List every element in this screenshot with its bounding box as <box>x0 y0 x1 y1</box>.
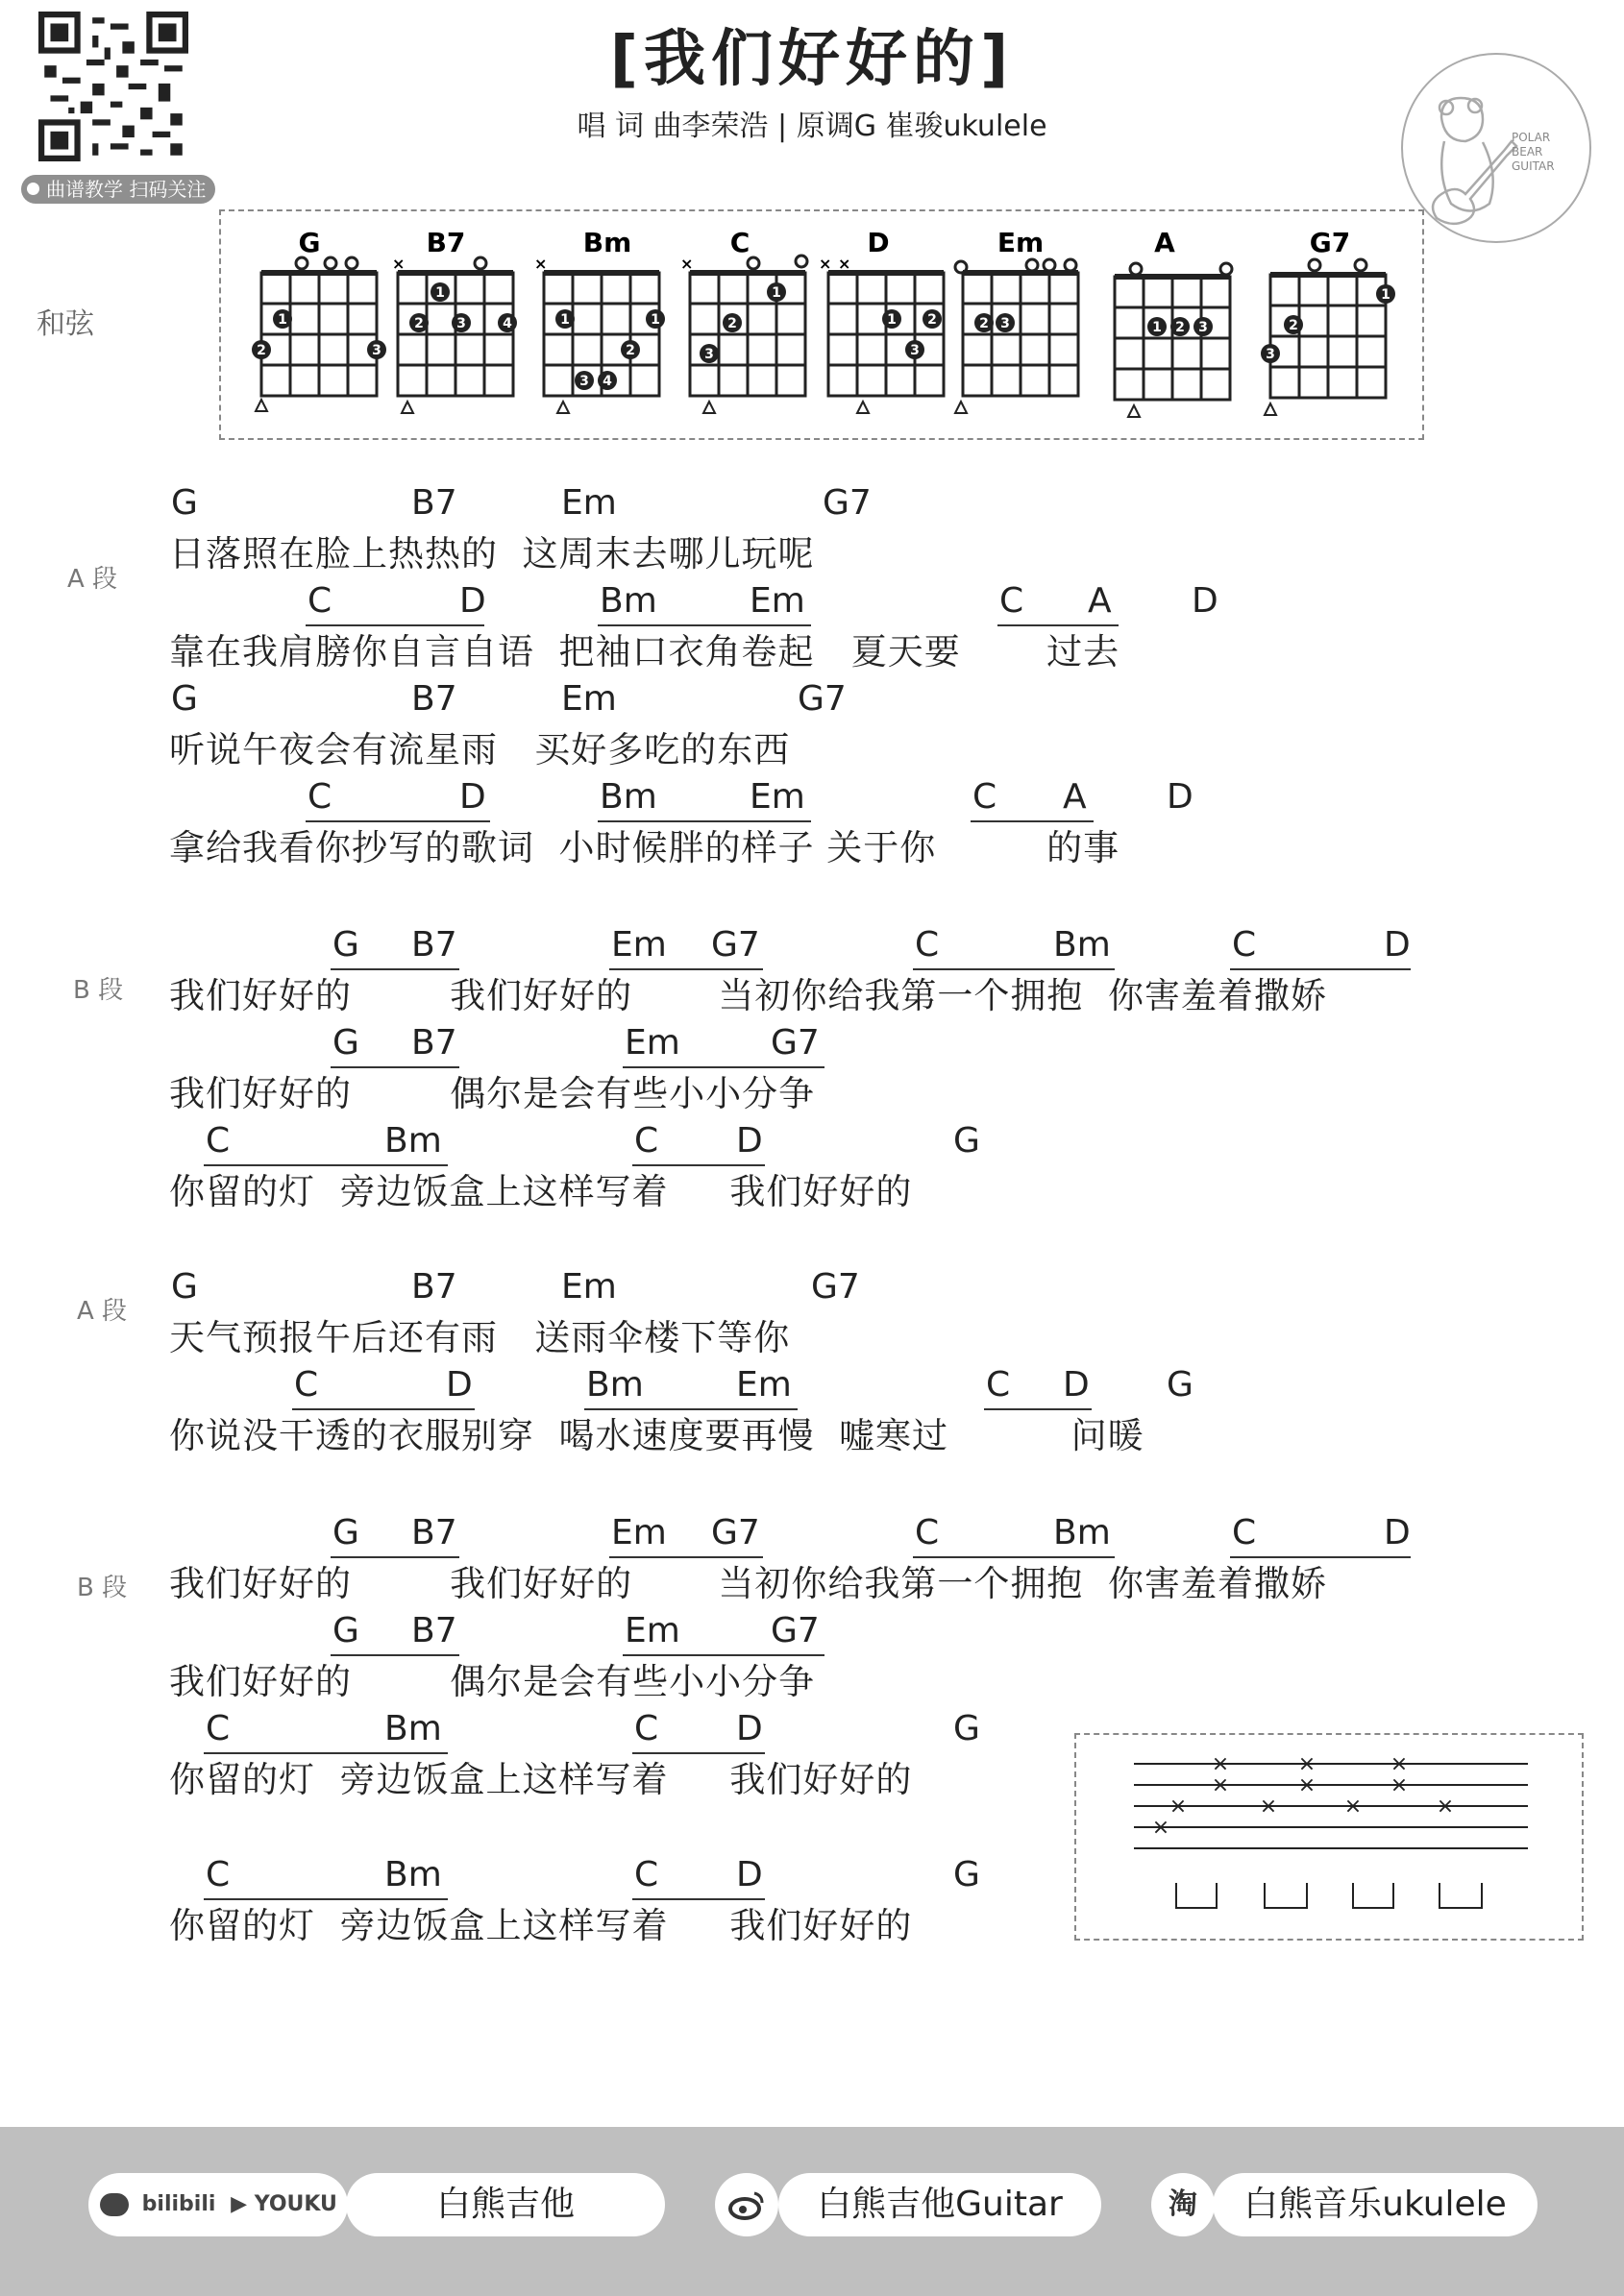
song-credits: 唱 词 曲李荣浩 | 原调G 崔骏ukulele <box>577 110 1047 143</box>
chord-label: B7 <box>411 925 457 965</box>
chord-label: D <box>1384 1513 1411 1552</box>
svg-text:3: 3 <box>910 343 920 358</box>
lyric-line: 我们好好的 偶尔是会有些小小分争 <box>169 1661 816 1702</box>
svg-text:2: 2 <box>626 343 635 358</box>
svg-text:×: × <box>1390 1752 1409 1776</box>
chord-label: Em <box>750 581 805 621</box>
chord-label: D <box>1384 925 1411 965</box>
chord-label: G <box>332 1611 359 1650</box>
chord-label: G7 <box>711 1513 760 1552</box>
chord-label: C <box>206 1709 231 1748</box>
chord-label: D <box>736 1855 763 1894</box>
song-title: [我们好好的] <box>609 24 1015 95</box>
chord-label: D <box>459 777 486 817</box>
section-label-b1: B 段 <box>73 976 124 1005</box>
chord-label: A <box>1063 777 1087 817</box>
chord-name-a: A <box>1154 227 1175 258</box>
chord-row <box>0 1364 1624 1412</box>
chord-label: C <box>1232 925 1257 965</box>
strum-pattern-tab <box>1076 1735 1582 1939</box>
svg-text:1: 1 <box>772 285 781 301</box>
chord-diagram-b7 <box>384 227 529 419</box>
chord-diagram-d <box>815 227 959 419</box>
section-label-a1: A 段 <box>67 565 118 594</box>
chord-name-g: G <box>298 227 321 258</box>
chord-underline <box>204 1898 448 1900</box>
video-platforms-badge[interactable] <box>88 2173 348 2236</box>
chord-label: G <box>332 925 359 965</box>
youku-text: YOUKU <box>254 2192 337 2216</box>
svg-text:×: × <box>1297 1773 1316 1797</box>
logo-text-2: BEAR <box>1512 145 1543 159</box>
chord-label: Bm <box>1053 1513 1111 1552</box>
chord-label: C <box>634 1121 659 1160</box>
chord-label: G <box>332 1513 359 1552</box>
chord-row <box>0 1610 1624 1658</box>
logo-text-1: POLAR <box>1512 131 1551 144</box>
polar-bear-guitar-logo <box>1398 50 1595 247</box>
chord-label: Em <box>561 1267 617 1307</box>
qr-caption: 曲谱教学 扫码关注 <box>21 175 215 204</box>
chord-underline <box>632 1898 765 1900</box>
chord-label: G7 <box>811 1267 860 1307</box>
svg-text:1: 1 <box>435 285 445 301</box>
chord-label: G <box>953 1855 980 1894</box>
youku-play-icon: ▶ <box>231 2192 248 2216</box>
chord-row <box>0 1022 1624 1070</box>
chord-label: Em <box>611 925 667 965</box>
chord-label: G <box>953 1709 980 1748</box>
chord-label: Bm <box>600 777 657 817</box>
svg-text:×: × <box>1151 1816 1170 1840</box>
chord-label: G <box>171 483 198 523</box>
chord-label: D <box>446 1365 473 1404</box>
svg-text:×: × <box>680 255 694 273</box>
svg-text:×: × <box>1297 1752 1316 1776</box>
chord-label: Bm <box>384 1121 442 1160</box>
chord-underline <box>331 1066 459 1068</box>
chord-underline <box>598 820 811 822</box>
lyric-line: 我们好好的 我们好好的 当初你给我第一个拥抱 你害羞着撒娇 <box>169 1563 1327 1604</box>
chord-label: B7 <box>411 1611 457 1650</box>
chord-underline <box>913 968 1115 970</box>
chord-label: G7 <box>771 1611 820 1650</box>
lyric-line: 靠在我肩膀你自言自语 把袖口衣角卷起 夏天要 过去 <box>169 631 1120 672</box>
chord-label: C <box>308 777 332 817</box>
svg-text:3: 3 <box>1266 347 1275 362</box>
svg-text:×: × <box>1259 1795 1278 1819</box>
chord-row <box>0 678 1624 726</box>
chord-label: D <box>736 1121 763 1160</box>
chord-diagram-c <box>677 227 821 419</box>
channel-weibo[interactable]: 白熊吉他Guitar <box>778 2173 1101 2236</box>
chord-name-c: C <box>729 227 750 258</box>
svg-text:1: 1 <box>651 312 660 328</box>
chord-label: G7 <box>798 679 847 719</box>
chord-row <box>0 1512 1624 1560</box>
bilibili-text: bilibili <box>141 2192 216 2216</box>
chord-label: Em <box>750 777 805 817</box>
chord-label: D <box>1192 581 1218 621</box>
chord-name-g7: G7 <box>1309 227 1351 258</box>
svg-text:2: 2 <box>927 312 937 328</box>
chord-underline <box>292 1408 475 1410</box>
chord-underline <box>331 968 459 970</box>
chord-label: G <box>1167 1365 1193 1404</box>
svg-text:×: × <box>1169 1795 1188 1819</box>
chord-diagram-a <box>1101 227 1245 419</box>
taobao-icon[interactable]: 淘 <box>1151 2173 1215 2236</box>
lyric-line: 你说没干透的衣服别穿 喝水速度要再慢 嘘寒过 问暖 <box>169 1415 1144 1456</box>
svg-text:4: 4 <box>503 316 512 331</box>
weibo-glyph <box>727 2189 766 2222</box>
chord-label: Em <box>625 1023 680 1063</box>
svg-text:1: 1 <box>278 312 287 328</box>
svg-text:×: × <box>1211 1773 1230 1797</box>
chord-label: D <box>736 1709 763 1748</box>
lyric-line: 你留的灯 旁边饭盒上这样写着 我们好好的 <box>169 1171 913 1212</box>
chord-underline <box>632 1164 765 1166</box>
chord-underline <box>609 968 763 970</box>
chord-underline <box>984 1408 1092 1410</box>
chord-label: G <box>332 1023 359 1063</box>
chord-label: C <box>999 581 1024 621</box>
channel-bilibili[interactable]: 白熊吉他 <box>346 2173 665 2236</box>
lyric-line: 听说午夜会有流星雨 买好多吃的东西 <box>169 729 791 770</box>
chord-label: Em <box>561 483 617 523</box>
chord-name-d: D <box>867 227 890 258</box>
svg-text:1: 1 <box>1381 287 1390 303</box>
chord-label: C <box>206 1855 231 1894</box>
chord-underline <box>632 1752 765 1754</box>
chord-label: G <box>953 1121 980 1160</box>
chord-label: Em <box>736 1365 792 1404</box>
svg-text:×: × <box>534 255 548 273</box>
chord-label: G7 <box>823 483 872 523</box>
chord-underline <box>306 820 490 822</box>
chord-underline <box>1230 968 1411 970</box>
chord-row <box>0 482 1624 530</box>
chord-label: G7 <box>711 925 760 965</box>
chord-underline <box>1230 1556 1411 1558</box>
chord-label: C <box>1232 1513 1257 1552</box>
logo-text-3: GUITAR <box>1512 159 1555 173</box>
svg-text:2: 2 <box>1289 318 1298 333</box>
chord-label: C <box>915 925 940 965</box>
chord-diagram-em <box>949 227 1094 419</box>
chord-label: C <box>294 1365 319 1404</box>
chord-label: B7 <box>411 1023 457 1063</box>
chord-label: G <box>171 679 198 719</box>
svg-text:2: 2 <box>727 316 737 331</box>
chord-label: B7 <box>411 679 457 719</box>
chord-underline <box>609 1556 763 1558</box>
chord-diagram-g <box>248 227 392 419</box>
chord-label: G7 <box>771 1023 820 1063</box>
svg-text:×: × <box>1211 1752 1230 1776</box>
lyric-line: 我们好好的 我们好好的 当初你给我第一个拥抱 你害羞着撒娇 <box>169 975 1327 1016</box>
chord-label: Bm <box>600 581 657 621</box>
strum-pattern-box <box>1074 1733 1584 1941</box>
svg-text:3: 3 <box>579 374 589 389</box>
chord-underline <box>204 1752 448 1754</box>
chord-underline <box>971 820 1094 822</box>
svg-text:×: × <box>819 255 832 273</box>
svg-text:×: × <box>838 255 851 273</box>
chord-label: C <box>986 1365 1011 1404</box>
chord-underline <box>598 624 811 626</box>
chord-label: D <box>1167 777 1193 817</box>
svg-text:1: 1 <box>887 312 897 328</box>
chord-label: C <box>634 1855 659 1894</box>
chord-label: Em <box>611 1513 667 1552</box>
chords-label: 和弦 <box>37 307 94 341</box>
weibo-icon[interactable] <box>715 2173 778 2236</box>
lyric-line: 天气预报午后还有雨 送雨伞楼下等你 <box>169 1317 791 1358</box>
chord-diagram-g7 <box>1257 227 1401 419</box>
chord-underline <box>331 1556 459 1558</box>
chord-label: C <box>972 777 997 817</box>
chord-underline <box>623 1654 824 1656</box>
lyric-line: 日落照在脸上热热的 这周末去哪儿玩呢 <box>169 533 815 574</box>
chord-underline <box>584 1408 798 1410</box>
channel-taobao[interactable]: 白熊音乐ukulele <box>1213 2173 1538 2236</box>
chord-row <box>0 1266 1624 1314</box>
chord-label: C <box>915 1513 940 1552</box>
chord-underline <box>331 1654 459 1656</box>
chord-label: Bm <box>1053 925 1111 965</box>
chord-label: B7 <box>411 1513 457 1552</box>
svg-text:2: 2 <box>414 316 424 331</box>
chord-label: C <box>308 581 332 621</box>
svg-text:2: 2 <box>979 316 989 331</box>
chord-label: Bm <box>384 1855 442 1894</box>
svg-text:×: × <box>392 255 406 273</box>
svg-text:3: 3 <box>1000 316 1010 331</box>
svg-text:2: 2 <box>1175 320 1185 335</box>
svg-text:1: 1 <box>560 312 570 328</box>
svg-text:3: 3 <box>372 343 381 358</box>
section-label-b2: B 段 <box>77 1574 128 1602</box>
wechat-icon <box>100 2193 129 2216</box>
svg-text:1: 1 <box>1152 320 1162 335</box>
chord-label: Em <box>625 1611 680 1650</box>
svg-text:3: 3 <box>1198 320 1208 335</box>
chord-underline <box>913 1556 1115 1558</box>
chord-label: Em <box>561 679 617 719</box>
chord-label: D <box>1063 1365 1090 1404</box>
svg-text:×: × <box>1343 1795 1363 1819</box>
lyric-line: 拿给我看你抄写的歌词 小时候胖的样子 关于你 的事 <box>169 827 1120 868</box>
chord-label: Bm <box>384 1709 442 1748</box>
chord-label: B7 <box>411 1267 457 1307</box>
chord-underline <box>204 1164 448 1166</box>
chord-label: C <box>206 1121 231 1160</box>
chord-row <box>0 580 1624 628</box>
chord-label: A <box>1088 581 1112 621</box>
svg-text:2: 2 <box>257 343 266 358</box>
svg-text:×: × <box>1436 1795 1455 1819</box>
chord-row <box>0 924 1624 972</box>
chord-name-em: Em <box>997 227 1045 258</box>
chord-diagram-bm <box>530 227 675 419</box>
section-label-a2: A 段 <box>77 1297 128 1326</box>
svg-text:3: 3 <box>704 347 714 362</box>
chord-underline <box>623 1066 824 1068</box>
svg-text:3: 3 <box>456 316 466 331</box>
chord-label: B7 <box>411 483 457 523</box>
lyric-line: 你留的灯 旁边饭盒上这样写着 我们好好的 <box>169 1905 913 1946</box>
chord-label: C <box>634 1709 659 1748</box>
chord-underline <box>306 624 484 626</box>
chord-row <box>0 1120 1624 1168</box>
lyric-line: 你留的灯 旁边饭盒上这样写着 我们好好的 <box>169 1759 913 1800</box>
svg-text:×: × <box>1390 1773 1409 1797</box>
chord-row <box>0 776 1624 824</box>
chord-label: G <box>171 1267 198 1307</box>
chord-name-bm: Bm <box>582 227 632 258</box>
chord-underline <box>997 624 1119 626</box>
chord-label: D <box>459 581 486 621</box>
lyric-line: 我们好好的 偶尔是会有些小小分争 <box>169 1073 816 1114</box>
chord-label: Bm <box>586 1365 644 1404</box>
chord-name-b7: B7 <box>426 227 466 258</box>
svg-text:4: 4 <box>603 374 612 389</box>
